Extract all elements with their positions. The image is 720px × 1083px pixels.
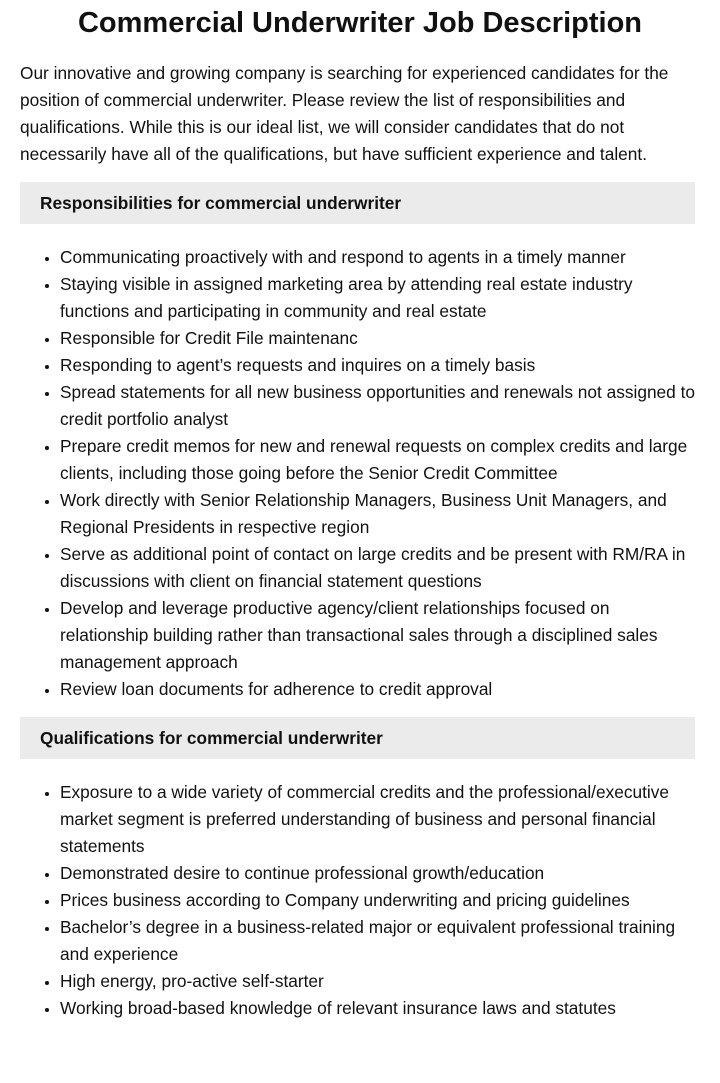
list-item: • Exposure to a wide variety of commercial credits and the professional/executive market segment is preferred understanding of business and personal financial statements	[60, 779, 700, 860]
intro-paragraph: Our innovative and growing company is searching for experienced candidates for the position of commercial underwriter. Please review the list of responsibilities and qualifications. While this is our ideal list, we will consider candidates that do not necessarily have all of the qualifications, but have sufficient experience and talent.	[20, 63, 669, 164]
list-item: • Working broad-based knowledge of relevant insurance laws and statutes	[60, 995, 700, 1022]
list-item: • Develop and leverage productive agency/client relationships focused on relationship building rather than transactional sales through a disciplined sales management approach	[60, 595, 700, 676]
list-item: • Spread statements for all new business opportunities and renewals not assigned to credit portfolio analyst	[60, 379, 700, 433]
list-item: • Demonstrated desire to continue professional growth/education	[60, 860, 700, 887]
page-title: Commercial Underwriter Job Description	[77, 7, 643, 39]
responsibilities-list	[0, 244, 700, 703]
list-item: • Staying visible in assigned marketing area by attending real estate industry functions and participating in community and real estate	[60, 271, 700, 325]
list-item: • Prices business according to Company underwriting and pricing guidelines	[60, 887, 700, 914]
list-item: • Prepare credit memos for new and renewal requests on complex credits and large clients, including those going before the Senior Credit Committee	[60, 433, 700, 487]
list-item: • Communicating proactively with and respond to agents in a timely manner	[60, 244, 700, 271]
list-item: • High energy, pro-active self-starter	[60, 968, 700, 995]
list-item: • Responding to agent’s requests and inquires on a timely basis	[60, 352, 700, 379]
qualifications-heading: Qualifications for commercial underwriter	[20, 717, 695, 759]
list-item: • Responsible for Credit File maintenanc	[60, 325, 700, 352]
responsibilities-heading: Responsibilities for commercial underwriter	[20, 182, 695, 224]
list-item: • Work directly with Senior Relationship Managers, Business Unit Managers, and Regional Presidents in respective region	[60, 487, 700, 541]
list-item: • Bachelor’s degree in a business-related major or equivalent professional training and experience	[60, 914, 700, 968]
list-item: • Serve as additional point of contact on large credits and be present with RM/RA in discussions with client on financial statement questions	[60, 541, 700, 595]
qualifications-list	[0, 779, 700, 1022]
list-item: • Review loan documents for adherence to credit approval	[60, 676, 700, 703]
